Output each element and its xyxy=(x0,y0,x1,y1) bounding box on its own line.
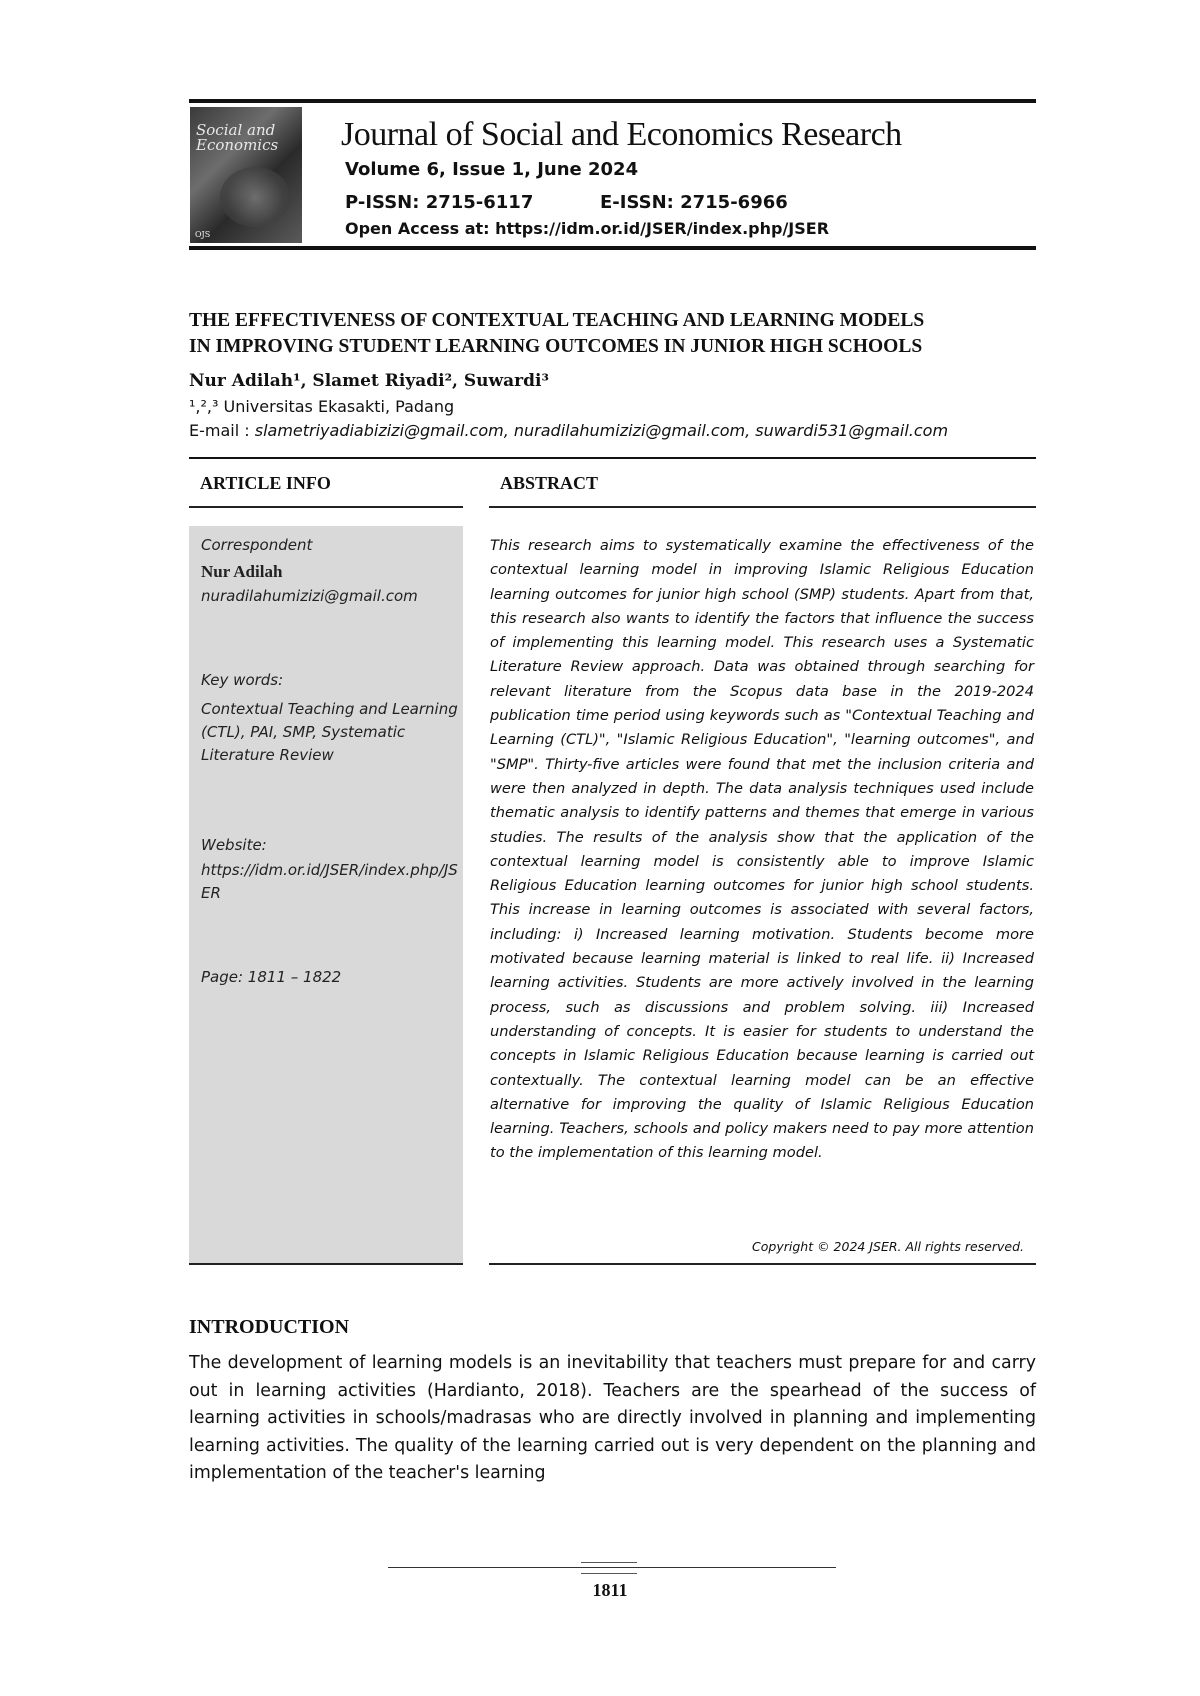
author-emails xyxy=(189,421,948,440)
footer-rule-short-bottom xyxy=(581,1573,637,1574)
article-info-heading: ARTICLE INFO xyxy=(200,473,331,493)
footer-rule-short-top xyxy=(581,1562,637,1563)
cover-title: Social and Economics xyxy=(196,121,279,154)
keywords-label: Key words: xyxy=(201,671,284,689)
email-label: E-mail : xyxy=(189,421,255,440)
header-top-rule xyxy=(189,99,1036,103)
introduction-paragraph: The development of learning models is an inevitability that teachers must prepare for and carry out in learning activities (Hardianto, 2018). Teachers are the spearhead of the success of learning activities in schools/madrasas who are directly involved in planning and implementing learning activities. The quality of the learning carried out is very dependent on the planning and implementation of the teacher's learning xyxy=(189,1353,1036,1483)
paper-title xyxy=(189,308,1049,360)
introduction-heading: INTRODUCTION xyxy=(189,1316,350,1338)
article-info-bottom-rule xyxy=(189,1263,463,1265)
header-bottom-rule xyxy=(189,246,1036,250)
article-info-rule xyxy=(189,506,463,508)
author-list: Nur Adilah¹, Slamet Riyadi², Suwardi³ xyxy=(189,371,549,391)
copyright-notice: Copyright © 2024 JSER. All rights reserved. xyxy=(752,1239,1024,1254)
correspondent-name: Nur Adilah xyxy=(201,562,283,581)
abstract-bottom-rule xyxy=(489,1263,1036,1265)
abstract-text: This research aims to systematically examine the effectiveness of the contextual learning model in improving Islamic Religious Education learning outcomes for junior high school (SMP) students. Apart from that, this research also wants to identify the factors that influence the success of implementing this learning model. This research uses a Systematic Literature Review approach. Data was obtained through searching for relevant literature from the Scopus data base in the 2019-2024 publication time period using keywords such as "Contextual Teaching and Learning (CTL)", "Islamic Religious Education", "learning outcomes", and "SMP". Thirty-five articles were found that met the inclusion criteria and were then analyzed in depth. The data analysis techniques used include thematic analysis to identify patterns and themes that emerge in various studies. The results of the analysis show that the application of the contextual learning model is consistently able to improve Islamic Religious Education learning outcomes for junior high school students. This increase in learning outcomes is associated with several factors, including: i) Increased learning motivation. Students become more motivated because learning material is linked to real life. ii) Increased learning activities. Students are more actively involved in the learning process, such as discussions and problem solving. iii) Increased understanding of concepts. It is easier for students to understand the concepts in Islamic Religious Education because learning is carried out contextually. The contextual learning model can be an effective alternative for improving the quality of Islamic Religious Education learning. Teachers, schools and policy makers need to pay more attention to the implementation of this learning model. xyxy=(490,537,1034,1162)
abstract-heading: ABSTRACT xyxy=(500,473,599,493)
keywords-text: Contextual Teaching and Learning (CTL), PAI, SMP, Systematic Literature Review xyxy=(201,700,458,764)
email-addresses[interactable]: slametriyadiabizizi@gmail.com, nuradilahumizizi@gmail.com, suwardi531@gmail.com xyxy=(254,421,949,440)
paper-title-line1: THE EFFECTIVENESS OF CONTEXTUAL TEACHING AND LEARNING MODELS xyxy=(189,310,925,331)
print-issn: P-ISSN: 2715-6117 xyxy=(345,192,534,213)
section-rule xyxy=(189,457,1036,459)
correspondent-email[interactable]: nuradilahumizizi@gmail.com xyxy=(201,587,418,605)
correspondent-label: Correspondent xyxy=(201,536,313,554)
website-url[interactable]: https://idm.or.id/JSER/index.php/JSER xyxy=(201,861,458,902)
page-number: 1811 xyxy=(592,1580,628,1600)
journal-title: Journal of Social and Economics Research xyxy=(341,116,902,153)
abstract-rule xyxy=(489,506,1036,508)
footer-rule xyxy=(388,1567,836,1568)
website-label: Website: xyxy=(201,836,267,854)
open-access-url[interactable]: Open Access at: https://idm.or.id/JSER/index.php/JSER xyxy=(345,219,830,238)
cover-pattern xyxy=(220,167,290,227)
page-range: Page: 1811 – 1822 xyxy=(201,968,342,986)
paper-title-line2: IN IMPROVING STUDENT LEARNING OUTCOMES IN JUNIOR HIGH SCHOOLS xyxy=(189,336,923,357)
affiliation: ¹,²,³ Universitas Ekasakti, Padang xyxy=(189,397,455,416)
journal-cover-image xyxy=(190,107,302,243)
electronic-issn: E-ISSN: 2715-6966 xyxy=(600,192,788,213)
cover-ojs-logo: OJS xyxy=(195,230,211,239)
journal-volume: Volume 6, Issue 1, June 2024 xyxy=(345,159,639,180)
